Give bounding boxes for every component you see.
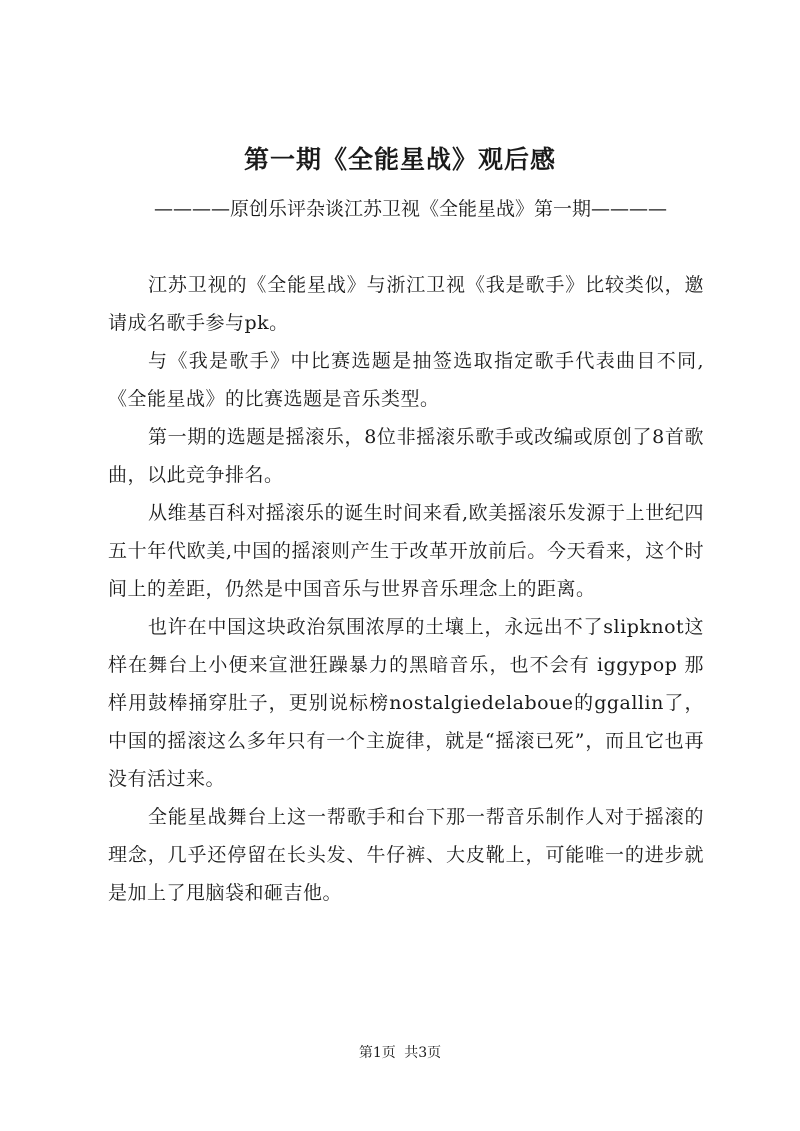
- page-total: 共3页: [404, 1045, 442, 1061]
- paragraph: 全能星战舞台上这一帮歌手和台下那一帮音乐制作人对于摇滚的理念，几乎还停留在长头发、牛仔裤、大皮靴上，可能唯一的进步就是加上了甩脑袋和砸吉他。: [108, 806, 704, 904]
- page-title: 第一期《全能星战》观后感: [243, 145, 556, 174]
- paragraph: 也许在中国这块政治氛围浓厚的土壤上，永远出不了slipknot这样在舞台上小便来宣泄狂躁暴力的黑暗音乐，也不会有 iggypop 那样用鼓棒捅穿肚子，更别说标榜nostalgiedelaboue的ggallin了，中国的摇滚这么多年只有一个主旋律，就是“摇滚已死”，而且它也再没有活过来。: [108, 616, 704, 790]
- paragraph: 与《我是歌手》中比赛选题是抽签选取指定歌手代表曲目不同,《全能星战》的比赛选题是音乐类型。: [108, 350, 704, 410]
- document-body: [108, 266, 704, 912]
- page-footer: [0, 1043, 800, 1063]
- paragraph: 从维基百科对摇滚乐的诞生时间来看,欧美摇滚乐发源于上世纪四五十年代欧美,中国的摇滚则产生于改革开放前后。今天看来，这个时间上的差距，仍然是中国音乐与世界音乐理念上的距离。: [108, 502, 704, 600]
- paragraph: 第一期的选题是摇滚乐，8位非摇滚乐歌手或改编或原创了8首歌曲，以此竞争排名。: [108, 426, 704, 486]
- paragraph: 江苏卫视的《全能星战》与浙江卫视《我是歌手》比较类似，邀请成名歌手参与pk。: [108, 274, 704, 334]
- page-number: 第1页: [358, 1045, 396, 1061]
- page-subtitle: ————原创乐评杂谈江苏卫视《全能星战》第一期————: [154, 198, 668, 220]
